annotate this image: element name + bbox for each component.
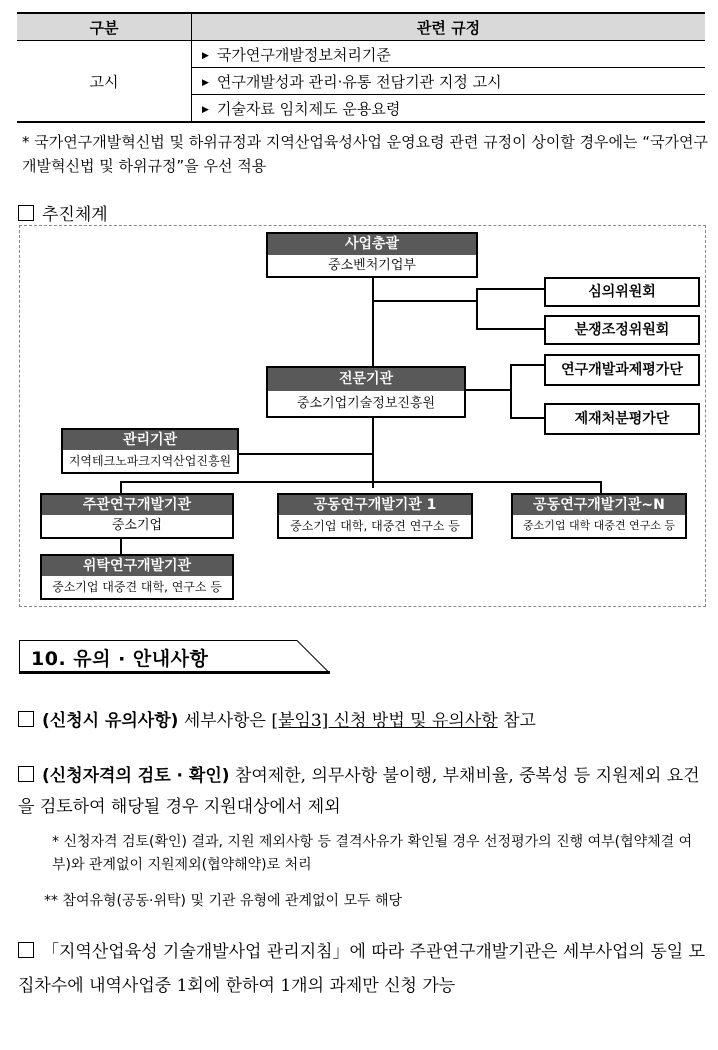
notice-paragraph-1: (신청시 유의사항) 세부사항은 [붙임3] 신청 방법 및 유의사항 참고	[18, 706, 710, 737]
checkbox-square-icon	[18, 711, 34, 727]
org-box-joint1: 공동연구개발기관 1 중소기업 대학, 대중견 연구소 등	[277, 493, 473, 539]
section-promotion-title: 추진체계	[18, 200, 108, 225]
connector-line	[510, 417, 544, 419]
triangle-bullet-icon: ▶	[202, 50, 209, 61]
connector-line	[510, 364, 512, 419]
connector-line	[372, 300, 476, 302]
connector-line	[120, 481, 122, 493]
org-box-manage: 관리기관 지역테크노파크지역산업진흥원	[61, 428, 239, 474]
regulation-item: ▶ 국가연구개발정보처리기준	[192, 41, 706, 68]
org-box-jointN: 공동연구개발기관~N 중소기업 대학 대중견 연구소 등	[511, 493, 687, 539]
notice-paragraph-2: (신청자격의 검토 · 확인) 참여제한, 의무사항 불이행, 부채비율, 중복성 등 지원제외 요건을 검토하여 해당될 경우 지원대상에서 제외	[18, 766, 700, 817]
org-box-top: 사업총괄 중소벤처기업부	[266, 232, 478, 278]
paragraph-2-note-1: * 신청자격 검토(확인) 결과, 지원 제외사항 등 결격사유가 확인될 경우 선정평가의 진행 여부(협약체결 여부)와 관계없이 지원제외(협약해약)로 처리	[52, 834, 693, 873]
header-category: 구분	[17, 13, 192, 41]
appendix-reference: [붙임3] 신청 방법 및 유의사항	[271, 711, 498, 731]
connector-line	[238, 453, 374, 455]
connector-line	[510, 364, 544, 366]
connector-line	[466, 389, 510, 391]
checkbox-square-icon	[18, 205, 34, 221]
header-regulation: 관련 규정	[192, 13, 706, 41]
connector-line	[476, 288, 478, 330]
checkbox-square-icon	[18, 942, 34, 958]
org-box-eval1: 연구개발과제평가단	[544, 354, 700, 386]
notice-paragraph-3: 「지역산업육성 기술개발사업 관리지침」에 따라 주관연구개발기관은 세부사업의 동일 모집차수에 내역사업중 1회에 한하여 1개의 과제만 신청 가능	[18, 942, 706, 996]
org-box-lead: 주관연구개발기관 중소기업	[40, 493, 234, 539]
table-header-row	[17, 13, 705, 41]
table-footnote: * 국가연구개발혁신법 및 하위규정과 지역산업육성사업 운영요령 관련 규정이 상이할 경우에는 “국가연구개발혁신법 및 하위규정”을 우선 적용	[22, 133, 709, 175]
connector-line	[120, 481, 601, 483]
section-10-header	[19, 640, 331, 674]
regulation-item: ▶ 기술자료 임치제도 운용요령	[192, 95, 706, 123]
checkbox-square-icon	[18, 766, 34, 782]
triangle-bullet-icon: ▶	[202, 104, 209, 115]
org-box-committee1: 심의위원회	[544, 277, 700, 307]
connector-line	[372, 278, 374, 366]
org-box-committee2: 분쟁조정위원회	[544, 315, 700, 345]
connector-line	[120, 539, 122, 554]
table-row	[17, 41, 705, 68]
regulation-table	[17, 12, 705, 123]
org-box-eval2: 제재처분평가단	[544, 403, 700, 435]
org-box-consign: 위탁연구개발기관 중소기업 대중견 대학, 연구소 등	[40, 554, 234, 600]
category-cell: 고시	[17, 41, 192, 123]
connector-line	[476, 328, 544, 330]
paragraph-2-note-2: ** 참여유형(공동·위탁) 및 기관 유형에 관계없이 모두 해당	[44, 893, 403, 909]
triangle-bullet-icon: ▶	[202, 77, 209, 88]
regulation-item: ▶ 연구개발성과 관리·유통 전담기관 지정 고시	[192, 68, 706, 95]
org-chart	[19, 225, 706, 607]
org-box-expert: 전문기관 중소기업기술정보진흥원	[266, 366, 466, 418]
connector-line	[600, 481, 602, 493]
section-10-title: 10. 유의 · 안내사항	[31, 648, 209, 670]
connector-line	[476, 288, 544, 290]
